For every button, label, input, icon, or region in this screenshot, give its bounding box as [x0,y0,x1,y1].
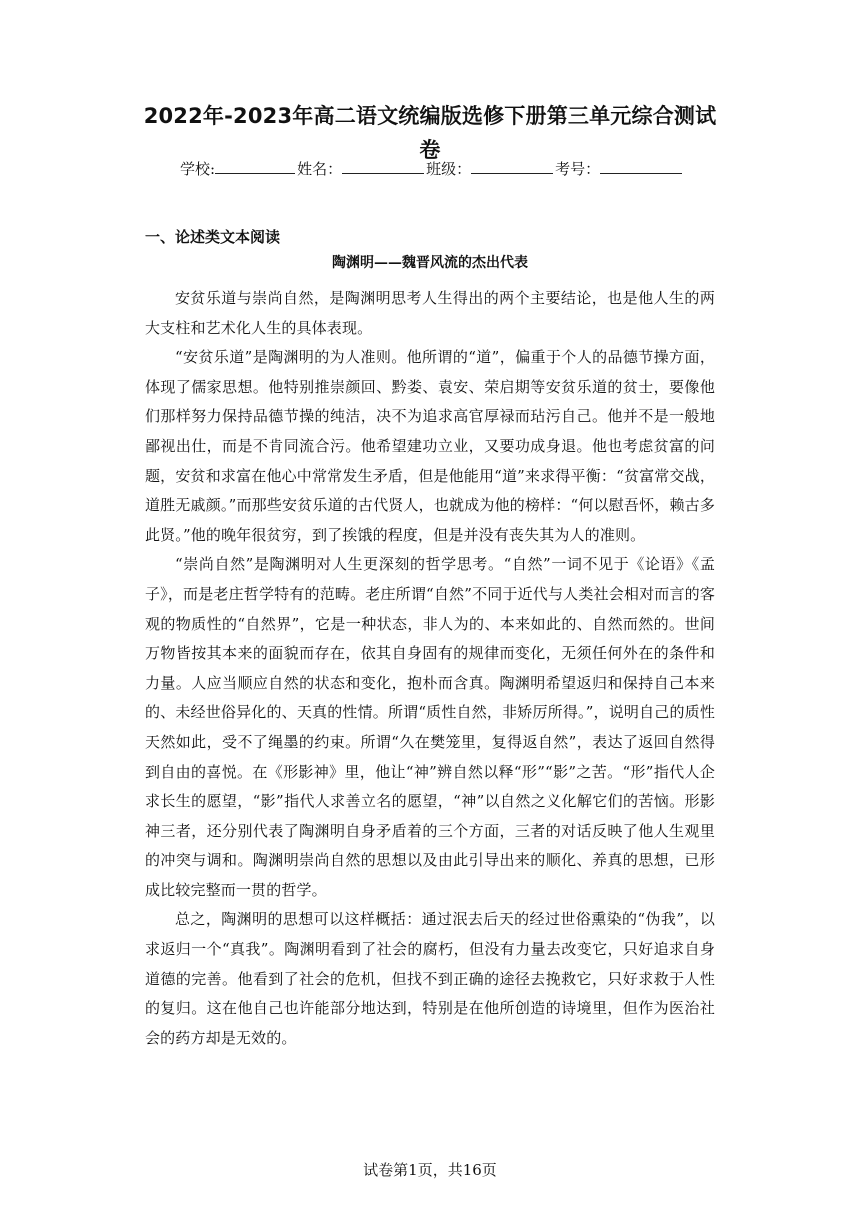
school-label: 学校: [180,160,216,178]
exam-title-line-2: 卷 [419,138,441,162]
school-blank [215,155,295,174]
section-heading: 一、论述类文本阅读 [145,228,281,246]
class-label: 班级： [426,160,472,178]
name-blank [342,155,424,174]
paragraph-2: “安贫乐道”是陶渊明的为人准则。他所谓的“道”，偏重于个人的品德节操方面，体现了儒家思想。他特别推崇颜回、黔娄、袁安、荣启期等安贫乐道的贫士，要像他们那样努力保持品德节操的纯洁，决不为追求高官厚禄而玷污自己。他并不是一般地鄙视出仕，而是不肯同流合污。他希望建功立业，又要功成身退。他也考虑贫富的问题，安贫和求富在他心中常常发生矛盾，但是他能用“道”来求得平衡：“贫富常交战，道胜无戚颜。”而那些安贫乐道的古代贤人，也就成为他的榜样：“何以慰吾怀，赖古多此贤。”他的晚年很贫穷，到了挨饿的程度，但是并没有丧失其为人的准则。 [145,348,715,544]
exam-number-label: 考号： [555,160,601,178]
student-info-row [180,155,700,181]
paragraph-3: “崇尚自然”是陶渊明对人生更深刻的哲学思考。“自然”一词不见于《论语》《孟子》，而是老庄哲学特有的范畴。老庄所谓“自然”不同于近代与人类社会相对而言的客观的物质性的“自然界”，它是一种状态，非人为的、本来如此的、自然而然的。世间万物皆按其本来的面貌而存在，依其自身固有的规律而变化，无须任何外在的条件和力量。人应当顺应自然的状态和变化，抱朴而含真。陶渊明希望返归和保持自己本来的、未经世俗异化的、天真的性情。所谓“质性自然，非矫厉所得。”，说明自己的质性天然如此，受不了绳墨的约束。所谓“久在樊笼里，复得返自然”，表达了返回自然得到自由的喜悦。在《形影神》里，他让“神”辨自然以释“形”“影”之苦。“形”指代人企求长生的愿望，“影”指代人求善立名的愿望，“神”以自然之义化解它们的苦恼。形影神三者，还分别代表了陶渊明自身矛盾着的三个方面，三者的对话反映了他人生观里的冲突与调和。陶渊明崇尚自然的思想以及由此引导出来的顺化、养真的思想，已形成比较完整而一贯的哲学。 [145,555,715,899]
article-body [145,284,715,1053]
article-title: 陶渊明——魏晋风流的杰出代表 [332,255,528,271]
paragraph-4: 总之，陶渊明的思想可以这样概括：通过泯去后天的经过世俗熏染的“伪我”，以求返归一个“真我”。陶渊明看到了社会的腐朽，但没有力量去改变它，只好追求自身道德的完善。他看到了社会的危机，但找不到正确的途径去挽救它，只好求救于人性的复归。这在他自己也许能部分地达到，特别是在他所创造的诗境里，但作为医治社会的药方却是无效的。 [145,910,715,1047]
class-blank [471,155,553,174]
name-label: 姓名： [297,160,343,178]
page-footer: 试卷第1页，共16页 [363,1161,497,1179]
exam-number-blank [600,155,682,174]
paragraph-1: 安贫乐道与崇尚自然，是陶渊明思考人生得出的两个主要结论，也是他人生的两大支柱和艺术化人生的具体表现。 [145,289,715,337]
exam-title-line-1: 2022年-2023年高二语文统编版选修下册第三单元综合测试 [143,104,717,128]
